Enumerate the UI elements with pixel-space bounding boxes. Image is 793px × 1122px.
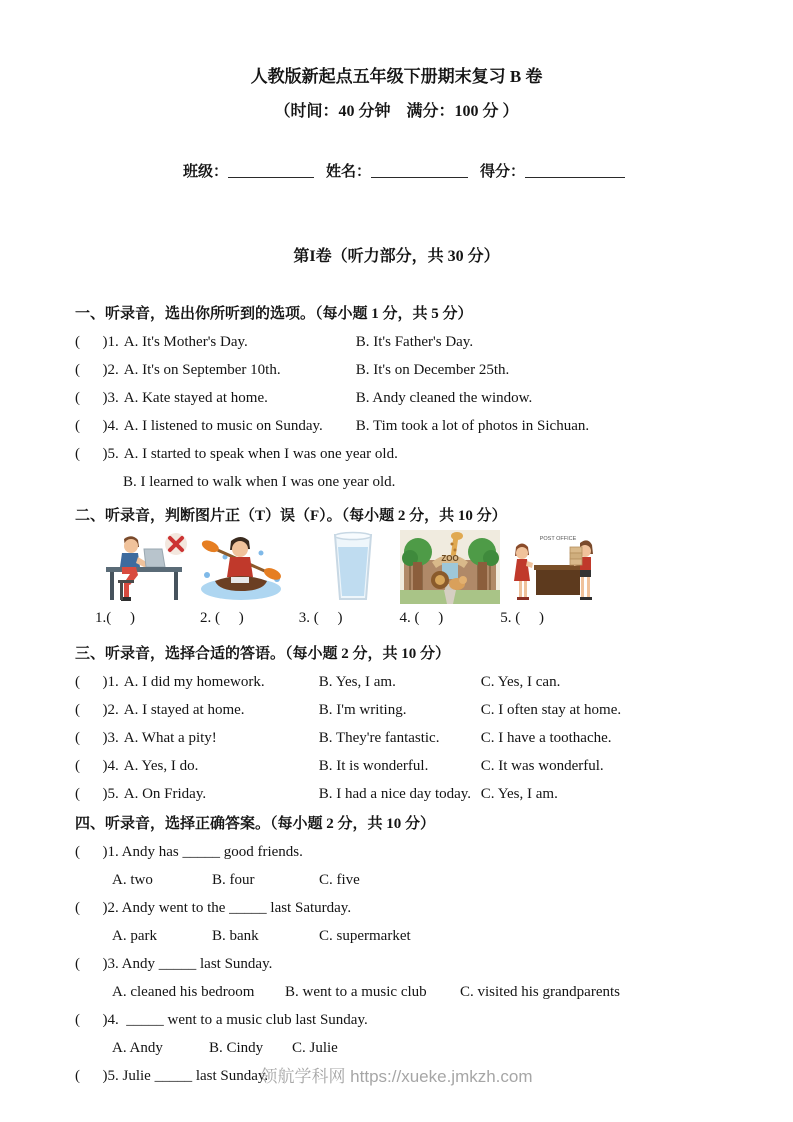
site-watermark: 领航学科网 https://xueke.jmkzh.com <box>260 1067 533 1086</box>
option-c: C. five <box>319 872 360 888</box>
option-a: A. I started to speak when I was one year old. <box>123 446 398 462</box>
name-label: 姓名： <box>325 164 371 180</box>
name-blank <box>371 165 468 178</box>
option-a: A. On Friday. <box>123 786 207 802</box>
woman-shoe <box>523 597 529 600</box>
tree-left-trunk <box>413 562 422 592</box>
student-info-line <box>0 136 793 208</box>
answer-paren-blank: ( )4. <box>75 418 119 434</box>
leg-down <box>124 583 129 599</box>
option-b: B. four <box>212 872 255 888</box>
option-a: A. What a pity! <box>123 730 217 746</box>
customer-leg <box>581 577 584 597</box>
zoo-sign: ZOO <box>441 554 459 563</box>
customer-leg <box>587 577 590 597</box>
option-a: A. park <box>112 928 157 944</box>
desk-leg-right <box>174 572 178 600</box>
giraffe-head <box>451 532 463 540</box>
option-b: B. bank <box>212 928 259 944</box>
answer-paren-blank: ( )4. <box>75 758 119 774</box>
woman-head <box>516 547 528 559</box>
option-c: C. I have a toothache. <box>480 730 612 746</box>
option-a: A. Kate stayed at home. <box>123 390 268 406</box>
picture-row <box>100 530 748 604</box>
page-title: 人教版新起点五年级下册期末复习 B 卷 <box>250 67 543 86</box>
picture-answer-blank-5: 5. ( ) <box>500 610 544 626</box>
s4-question-3-stem: ( )3. Andy _____ last Sunday. <box>75 956 273 972</box>
option-a: A. I did my homework. <box>123 674 265 690</box>
section1-heading: 一、听录音，选出你所听到的选项。（每小题 1 分，共 5 分） <box>75 306 473 322</box>
section4-heading: 四、听录音，选择正确答案。（每小题 2 分，共 10 分） <box>75 816 436 832</box>
customer-shoe <box>580 597 586 600</box>
picture-answer-blank-2: 2. ( ) <box>200 610 244 626</box>
option-b: B. Yes, I am. <box>318 674 396 690</box>
option-c: C. I often stay at home. <box>480 702 622 718</box>
s1-question-3 <box>75 384 748 412</box>
score-label: 得分： <box>480 164 526 180</box>
option-b: B. I had a nice day today. <box>318 786 472 802</box>
option-b: B. went to a music club <box>285 984 427 1000</box>
picture-5-post-office <box>510 531 598 603</box>
option-c: C. visited his grandparents <box>460 984 620 1000</box>
splash <box>259 551 264 556</box>
option-c: C. supermarket <box>319 928 411 944</box>
option-a: A. cleaned his bedroom <box>112 984 255 1000</box>
s4-question-3-options <box>112 978 748 1006</box>
s3-question-5 <box>75 780 748 808</box>
post-office-sign: POST OFFICE <box>539 536 577 542</box>
picture-2-kayaking <box>195 531 285 603</box>
answer-paren-blank: ( )2. <box>75 362 119 378</box>
tree-right-trunk <box>478 562 487 592</box>
stool-seat <box>118 580 134 583</box>
woman-leg <box>519 581 522 597</box>
s4-question-2-options <box>112 922 748 950</box>
option-c: C. It was wonderful. <box>480 758 604 774</box>
s3-question-3 <box>75 724 748 752</box>
answer-paren-blank: ( )3. <box>75 730 119 746</box>
desk-top <box>106 567 182 572</box>
kayaking-illustration <box>195 531 285 603</box>
option-b: B. They're fantastic. <box>318 730 440 746</box>
option-c: C. Julie <box>292 1040 338 1056</box>
option-a: A. I listened to music on Sunday. <box>123 418 323 434</box>
woman-leg <box>524 581 527 597</box>
tiger-head <box>459 576 467 584</box>
option-b: B. Cindy <box>209 1040 264 1056</box>
s4-question-4-stem: ( )4. _____ went to a music club last Sunday. <box>75 1012 368 1028</box>
option-b: B. Tim took a lot of photos in Sichuan. <box>355 418 590 434</box>
s4-question-5-stem: ( )5. Julie _____ last Sunday. <box>75 1068 269 1084</box>
s4-question-2-stem: ( )2. Andy went to the _____ last Saturday. <box>75 900 352 916</box>
post-office-illustration <box>510 531 598 603</box>
laptop <box>144 549 165 567</box>
giraffe-spot <box>454 549 457 552</box>
man-at-computer-illustration <box>100 531 190 603</box>
zoo-illustration <box>400 530 500 604</box>
answer-paren-blank: ( )5. <box>75 446 119 462</box>
head <box>124 539 138 553</box>
answer-paren-blank: ( )3. <box>75 390 119 406</box>
head <box>232 541 248 557</box>
s4-question-1-stem: ( )1. Andy has _____ good friends. <box>75 844 303 860</box>
s3-question-1 <box>75 668 748 696</box>
picture-answer-row <box>75 604 748 632</box>
s1-question-5-option-b: B. I learned to walk when I was one year old. <box>123 474 396 490</box>
answer-paren-blank: ( )2. <box>75 702 119 718</box>
kayak-cockpit <box>231 577 249 583</box>
counter <box>536 569 580 595</box>
option-b: B. Andy cleaned the window. <box>355 390 533 406</box>
woman-shoe <box>517 597 523 600</box>
s4-question-4-options <box>112 1034 748 1062</box>
section3-heading: 三、听录音，选择合适的答语。（每小题 2 分，共 10 分） <box>75 646 451 662</box>
option-a: A. I stayed at home. <box>123 702 245 718</box>
option-b: B. It's on December 25th. <box>355 362 510 378</box>
class-label: 班级： <box>182 164 228 180</box>
picture-1-man-at-computer <box>100 531 190 603</box>
option-a: A. Andy <box>112 1040 163 1056</box>
stool-leg <box>120 583 123 600</box>
parcel-stack <box>570 547 582 565</box>
part1-title: 第I卷（听力部分，共 30 分） <box>293 248 500 265</box>
option-b: B. It is wonderful. <box>318 758 429 774</box>
customer-shoe <box>586 597 592 600</box>
option-b: B. It's Father's Day. <box>355 334 474 350</box>
s1-question-2 <box>75 356 748 384</box>
class-blank <box>228 165 314 178</box>
time-score-subtitle: （时间：40 分钟 满分：100 分 ） <box>274 103 519 120</box>
customer-shorts <box>580 570 591 577</box>
option-b: B. I'm writing. <box>318 702 407 718</box>
shirt <box>227 557 253 577</box>
option-c: C. Yes, I am. <box>480 786 558 802</box>
answer-paren-blank: ( )1. <box>75 674 119 690</box>
s1-question-1 <box>75 328 748 356</box>
picture-3-glass-of-water <box>330 531 376 603</box>
answer-paren-blank: ( )1. <box>75 334 119 350</box>
s3-question-2 <box>75 696 748 724</box>
desk-leg-left <box>110 572 114 600</box>
option-c: C. Yes, I can. <box>480 674 561 690</box>
picture-answer-blank-1: 1.( ) <box>95 610 135 626</box>
picture-answer-blank-3: 3. ( ) <box>298 610 343 626</box>
water-fill <box>338 547 368 596</box>
answer-paren-blank: ( )5. <box>75 786 119 802</box>
s4-question-1-options <box>112 866 748 894</box>
section2-heading: 二、听录音，判断图片正（T）误（F）。（每小题 2 分，共 10 分） <box>75 508 507 524</box>
s1-question-4 <box>75 412 748 440</box>
option-a: A. two <box>112 872 153 888</box>
glass-of-water-illustration <box>330 531 376 603</box>
picture-4-zoo-entrance <box>400 530 500 604</box>
option-a: A. Yes, I do. <box>123 758 199 774</box>
option-a: A. It's Mother's Day. <box>123 334 248 350</box>
giraffe-spot <box>451 543 454 546</box>
lion-face <box>435 575 445 585</box>
picture-answer-blank-4: 4. ( ) <box>399 610 444 626</box>
splash <box>204 572 210 578</box>
score-blank <box>525 165 625 178</box>
s3-question-4 <box>75 752 748 780</box>
s1-question-5 <box>75 440 748 468</box>
glass-rim <box>335 533 371 540</box>
option-a: A. It's on September 10th. <box>123 362 281 378</box>
